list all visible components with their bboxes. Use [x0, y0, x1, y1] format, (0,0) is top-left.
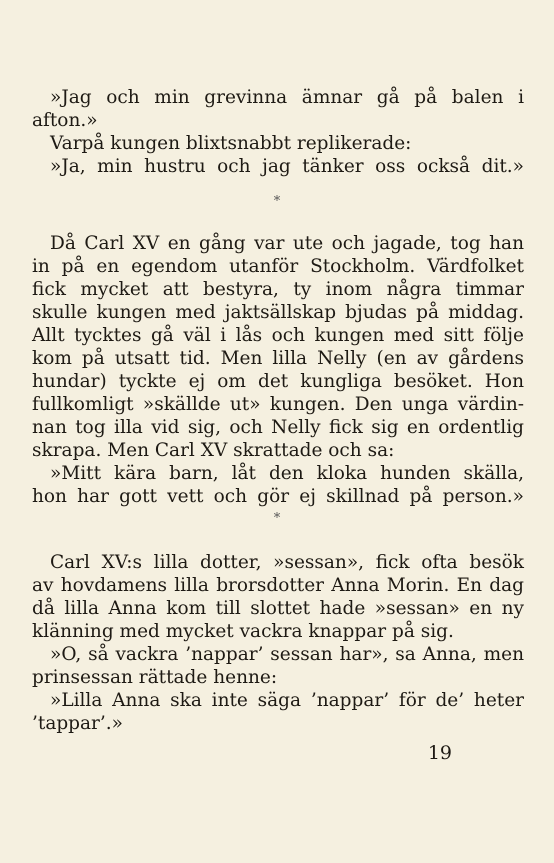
text-line: Allt tycktes gå väl i lås och kungen med sitt följe: [32, 325, 524, 346]
text-line: kom på utsatt tid. Men lilla Nelly (en av gårdens: [32, 348, 524, 369]
text-line: »O, så vackra ’nappar’ sessan har», sa Anna, men: [50, 644, 524, 665]
text-line: Då Carl XV en gång var ute och jagade, tog han: [50, 233, 524, 254]
text-line: hon har gott vett och gör ej skillnad på person.»: [32, 486, 524, 507]
text-line: Carl XV:s lilla dotter, »sessan», fick ofta besök: [50, 552, 524, 573]
text-line: »Jag och min grevinna ämnar gå på balen i: [50, 87, 524, 108]
text-line: prinsessan rättade henne:: [32, 667, 278, 688]
text-line: hundar) tyckte ej om det kungliga besöket. Hon: [32, 371, 524, 392]
page-number: 19: [427, 742, 452, 764]
text-line: »Ja, min hustru och jag tänker oss också dit.»: [50, 156, 524, 177]
text-line: fullkomligt »skällde ut» kungen. Den unga värdin-: [32, 394, 524, 415]
text-line: av hovdamens lilla brorsdotter Anna Morin. En dag: [32, 575, 524, 596]
text-line: klänning med mycket vackra knappar på sig.: [32, 621, 454, 642]
text-line: ’tappar’.»: [32, 713, 123, 734]
text-line: in på en egendom utanför Stockholm. Värdfolket: [32, 256, 524, 277]
text-line: nan tog illa vid sig, och Nelly fick sig en ordentlig: [32, 417, 524, 438]
section-separator: *: [273, 511, 281, 526]
text-line: fick mycket att bestyra, ty inom några timmar: [32, 279, 524, 300]
text-line: skulle kungen med jaktsällskap bjudas på middag.: [32, 302, 524, 323]
text-line: »Lilla Anna ska inte säga ’nappar’ för de’ heter: [50, 690, 524, 711]
text-line: afton.»: [32, 110, 98, 131]
section-separator: *: [273, 194, 281, 209]
text-line: då lilla Anna kom till slottet hade »sessan» en ny: [32, 598, 524, 619]
text-line: »Mitt kära barn, låt den kloka hunden skälla,: [50, 463, 524, 484]
text-line: Varpå kungen blixtsnabbt replikerade:: [50, 133, 412, 154]
text-line: skrapa. Men Carl XV skrattade och sa:: [32, 440, 395, 461]
